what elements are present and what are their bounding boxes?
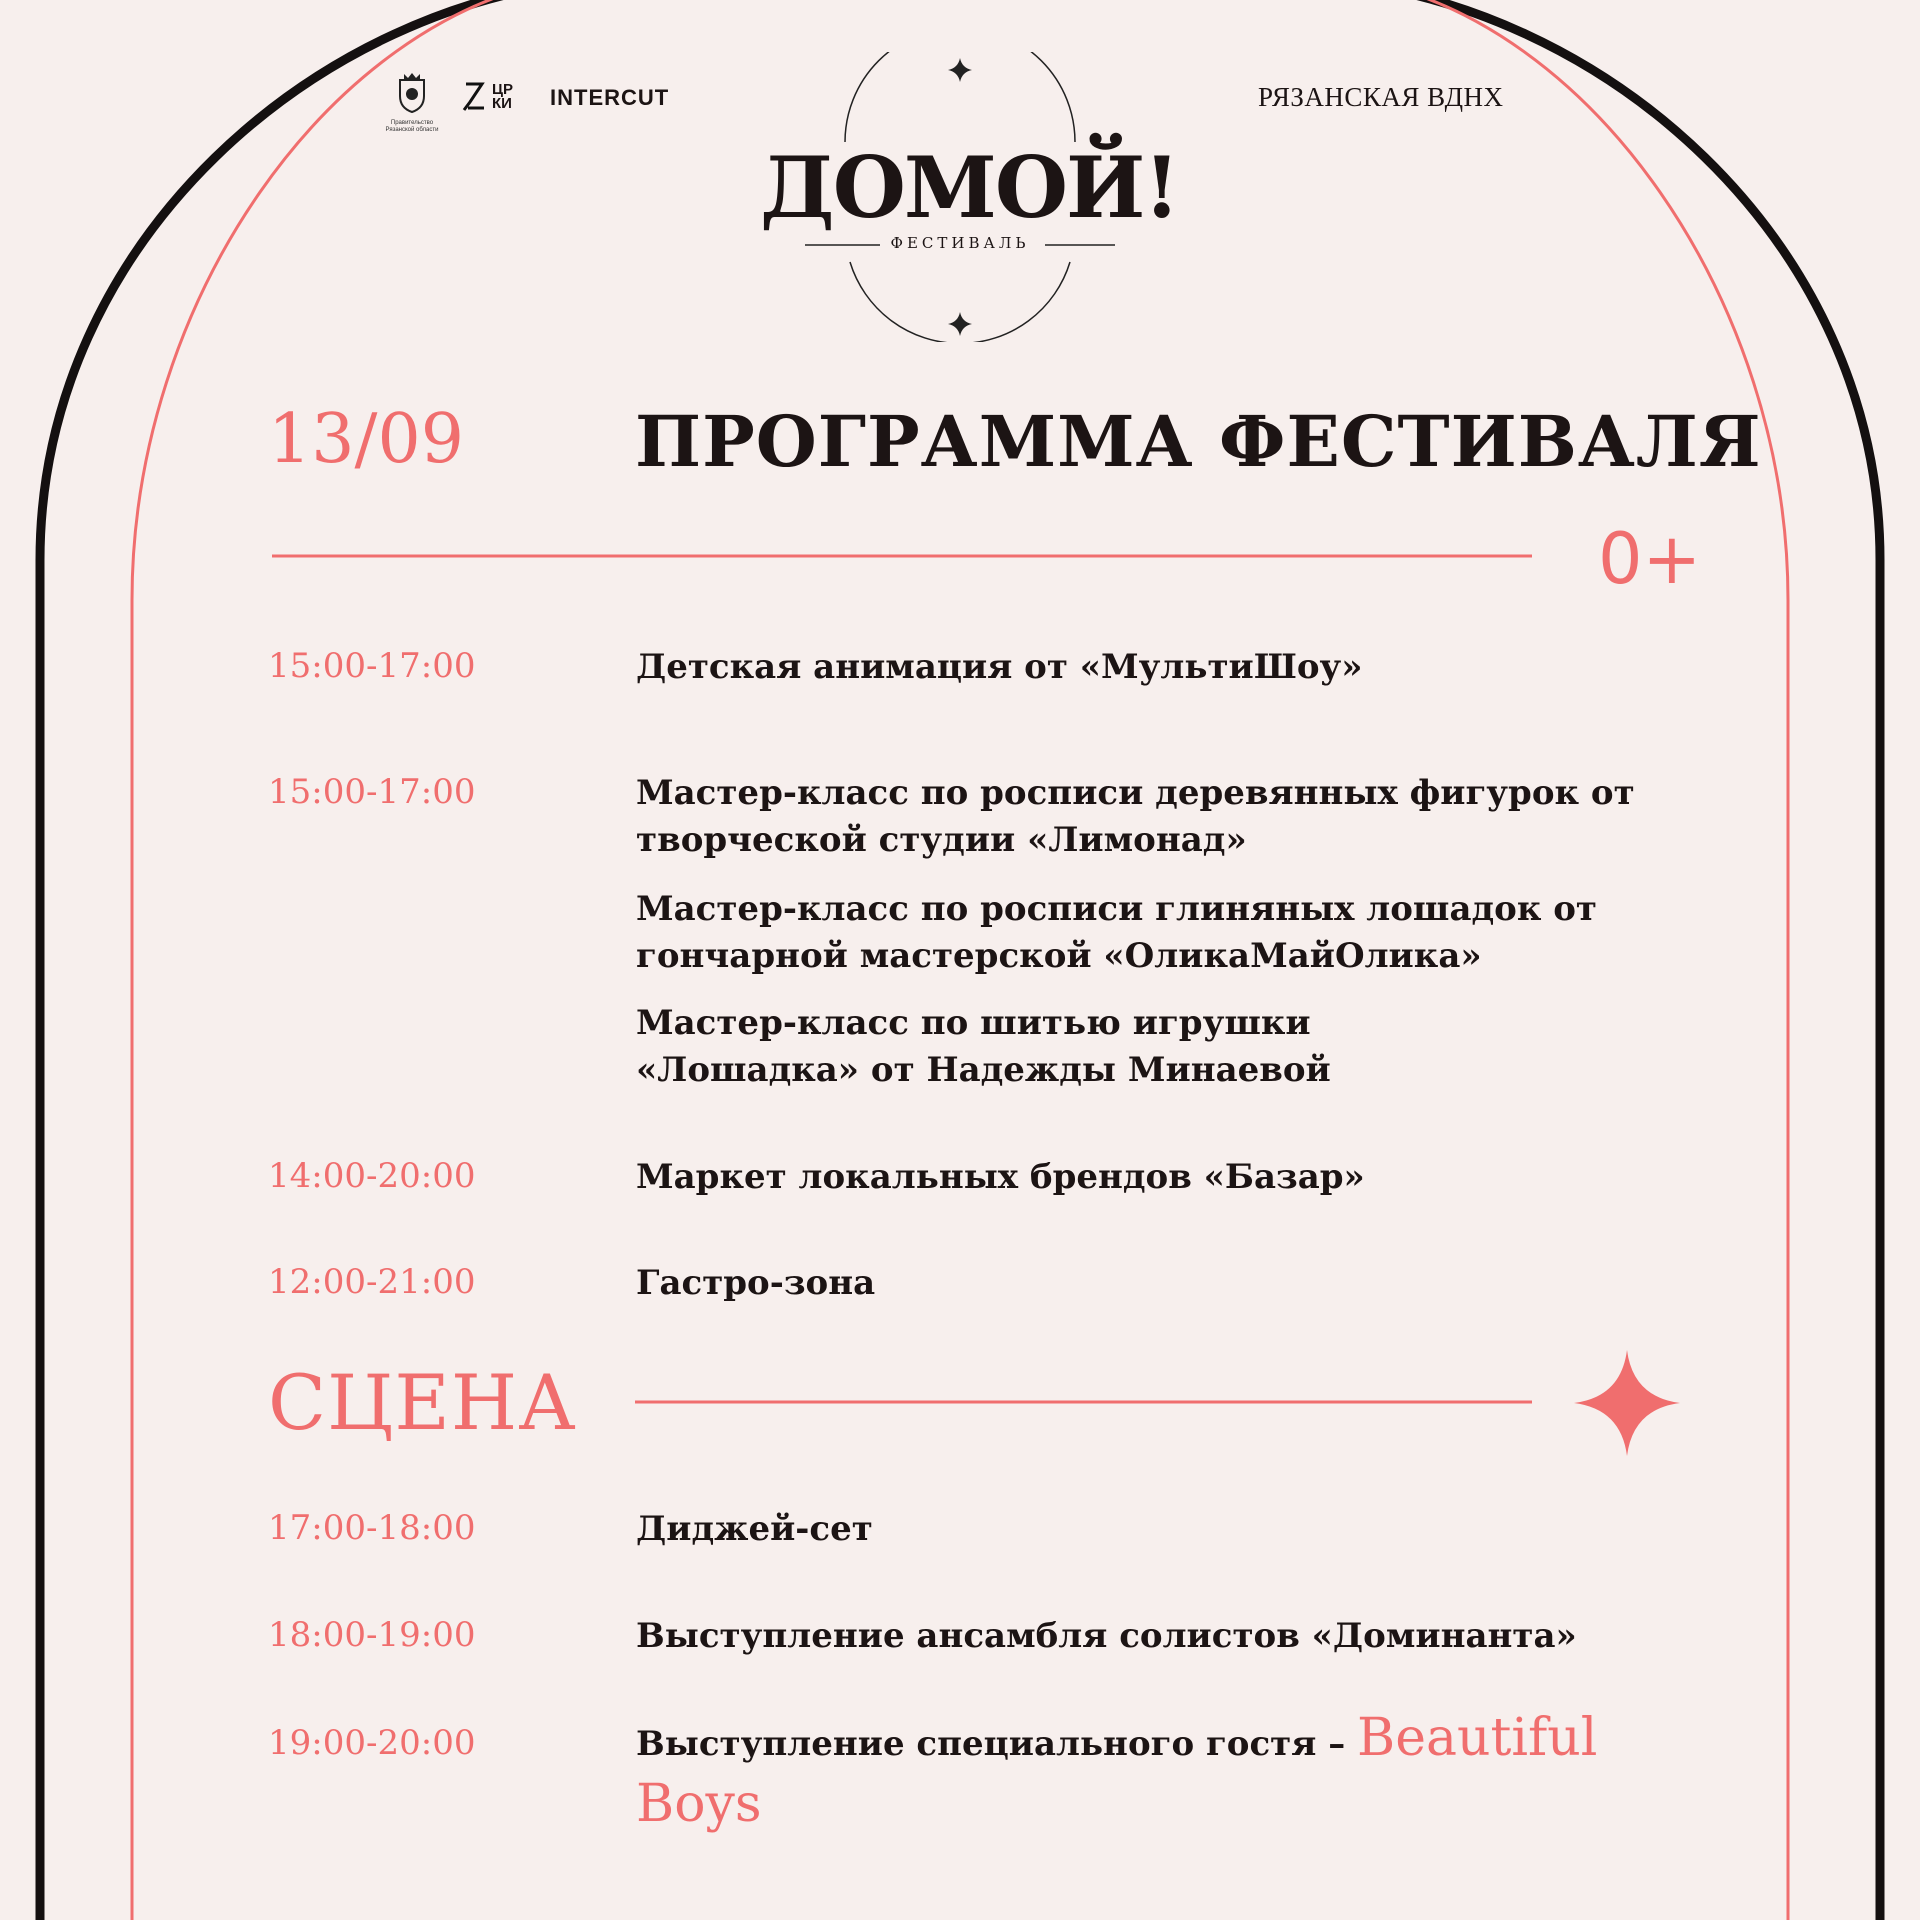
program-time: 12:00-21:00 bbox=[268, 1262, 476, 1302]
program-time: 15:00-17:00 bbox=[268, 772, 476, 812]
program-event: Мастер-класс по шитью игрушки «Лошадка» от Надежды Минаевой bbox=[636, 1003, 1331, 1090]
crki-mark-icon bbox=[462, 80, 488, 114]
program-event: Гастро-зона bbox=[636, 1263, 876, 1303]
intercut-logo: INTERCUT bbox=[550, 85, 670, 110]
stage-time: 19:00-20:00 bbox=[268, 1723, 476, 1763]
program-event: Детская анимация от «МультиШоу» bbox=[636, 647, 1363, 687]
vdnh-logo bbox=[1258, 82, 1504, 113]
stage-time: 17:00-18:00 bbox=[268, 1508, 476, 1548]
program-time: 15:00-17:00 bbox=[268, 646, 476, 686]
festival-title: ДОМОЙ! bbox=[760, 138, 1179, 237]
sparkle-star-icon bbox=[1572, 1348, 1682, 1458]
special-guest-name: Beautiful Boys bbox=[636, 1708, 1598, 1834]
vdnh-text: РЯЗАНСКАЯ ВДНХ bbox=[1258, 82, 1504, 112]
age-rating: 0+ bbox=[1598, 518, 1702, 600]
stage-event-guest bbox=[636, 1708, 1676, 1840]
crki-logo bbox=[462, 80, 522, 114]
program-event: Маркет локальных брендов «Базар» bbox=[636, 1157, 1365, 1197]
stage-event: Выступление ансамбля солистов «Доминанта» bbox=[636, 1616, 1577, 1656]
government-caption: Правительство Рязанской области bbox=[385, 120, 439, 133]
government-logo bbox=[382, 70, 442, 134]
stage-event: Выступление специального гостя – bbox=[636, 1724, 1358, 1764]
festival-subtitle: ФЕСТИВАЛЬ bbox=[890, 234, 1030, 252]
event-date: 13/09 bbox=[268, 400, 464, 479]
stage-time: 18:00-19:00 bbox=[268, 1615, 476, 1655]
stage-event: Диджей-сет bbox=[636, 1509, 873, 1549]
program-time: 14:00-20:00 bbox=[268, 1156, 476, 1196]
stage-heading: СЦЕНА bbox=[268, 1358, 577, 1447]
program-event: Мастер-класс по росписи деревянных фигурок от творческой студии «Лимонад» bbox=[636, 773, 1635, 860]
program-event: Мастер-класс по росписи глиняных лошадок от гончарной мастерской «ОликаМайОлика» bbox=[636, 889, 1597, 976]
crki-text: ЦРКИ bbox=[492, 81, 513, 112]
page-title: ПРОГРАММА ФЕСТИВАЛЯ bbox=[635, 400, 1762, 483]
crest-icon bbox=[392, 70, 432, 114]
